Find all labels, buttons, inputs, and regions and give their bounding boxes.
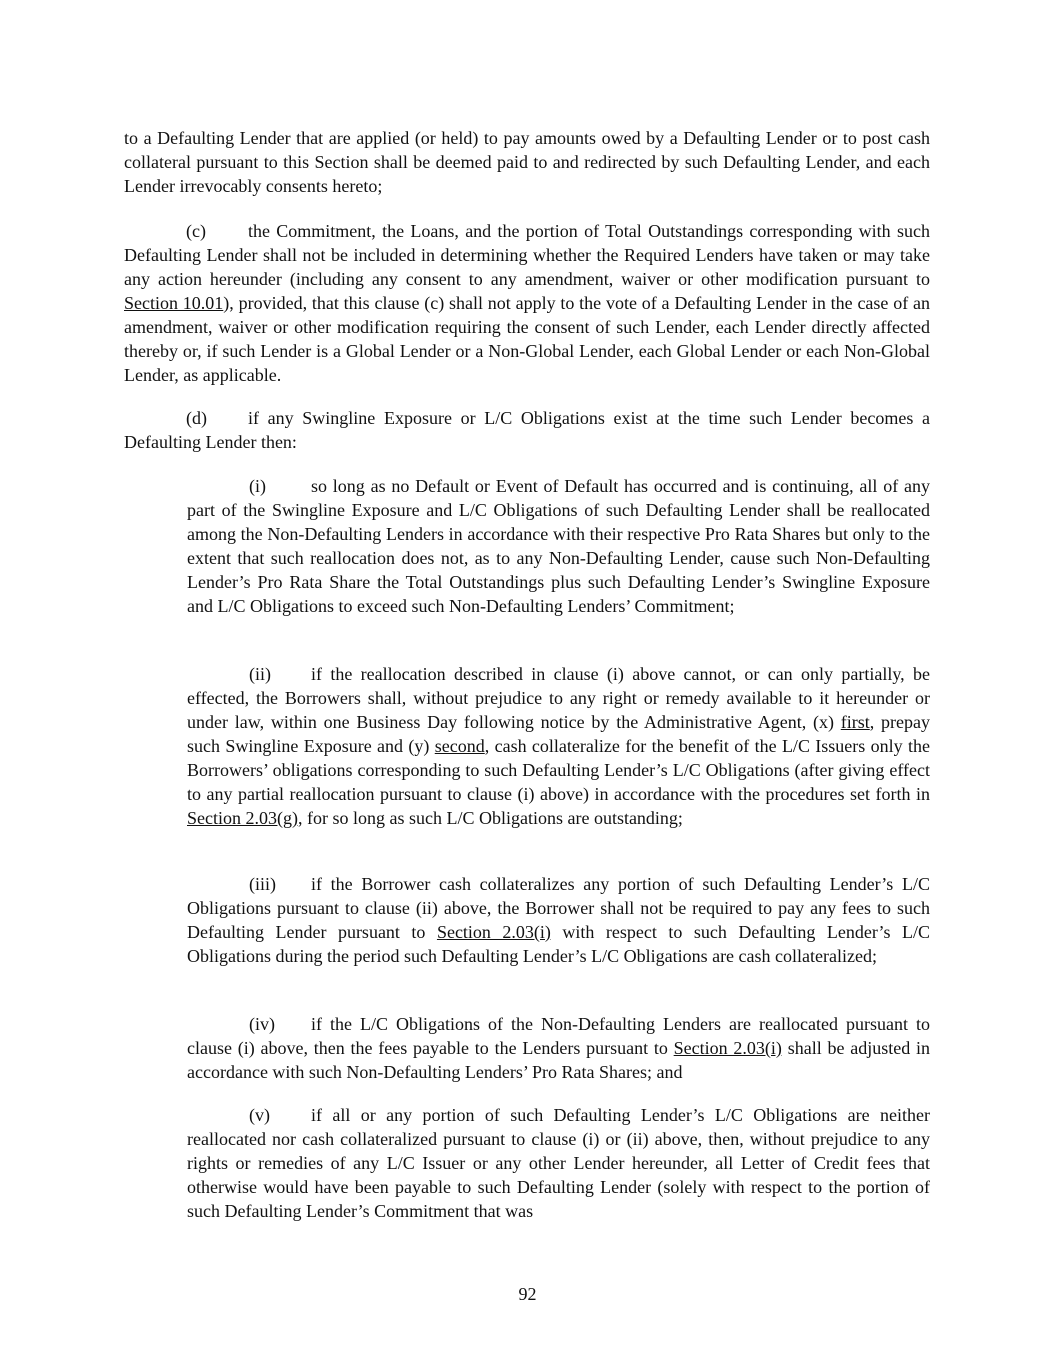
clause-c-paragraph (124, 219, 930, 387)
subclause-ii-text-2: , prepay such Swingline Exposure and (y) (187, 712, 930, 756)
subclause-iii-text-1: if the Borrower cash collateralizes any portion of such Defaulting Lender’s L/C Obligations pursuant to clause (ii) above, the Borrower shall not be required to pay any fees to such Defaulting Lender pursuant to (187, 874, 930, 942)
subclause-i-label: (i) (249, 476, 266, 496)
clause-d-text: if any Swingline Exposure or L/C Obligations exist at the time such Lender becomes a Defaulting Lender then: (124, 408, 930, 452)
clause-d-label: (d) (186, 408, 207, 428)
clause-c-text-2: ), provided, that this clause (c) shall not apply to the vote of a Defaulting Lender in the case of an amendment, waiver or other modification requiring the consent of such Lender, each Lender directly affected thereby or, if such Lender is a Global Lender or a Non-Global Lender, each Global Lender or each Non-Global Lender, as applicable. (124, 293, 930, 385)
subclause-i-paragraph (187, 474, 930, 618)
subclause-iv-text-2: shall be adjusted in accordance with such Non-Defaulting Lenders’ Pro Rata Shares; and (187, 1038, 931, 1082)
subclause-iv-text-1: if the L/C Obligations of the Non-Defaulting Lenders are reallocated pursuant to clause (i) above, then the fees payable to the Lenders pursuant to (187, 1014, 930, 1058)
subclause-ii-text-1: if the reallocation described in clause (i) above cannot, or can only partially, be effected, the Borrowers shall, without prejudice to any right or remedy available to it hereunder or under law, within one Business Day following notice by the Administrative Agent, (x) (187, 664, 930, 732)
continuation-paragraph (124, 126, 930, 198)
clause-d-paragraph (124, 406, 930, 454)
subclause-iii-label: (iii) (249, 874, 276, 894)
clause-c-label: (c) (186, 221, 206, 241)
second-term: second (434, 736, 485, 756)
clause-c-text-1: the Commitment, the Loans, and the portion of Total Outstandings corresponding with such Defaulting Lender shall not be included in determining whether the Required Lenders have taken or may take any action hereunder (including any consent to any amendment, waiver or other modification pursuant to (124, 221, 930, 289)
subclause-v-text: if all or any portion of such Defaulting Lender’s L/C Obligations are neither reallocated nor cash collateralized pursuant to clause (i) or (ii) above, then, without prejudice to any rights or remedies of any L/C Issuer or any other Lender hereunder, all Letter of Credit fees that otherwise would have been payable to such Defaulting Lender (solely with respect to the portion of such Defaulting Lender’s Commitment that was (187, 1105, 930, 1221)
first-term: first (840, 712, 870, 732)
page-number: 92 (518, 1284, 537, 1304)
section-2-03-g-link[interactable]: Section 2.03(g) (187, 808, 298, 828)
subclause-v-label: (v) (249, 1105, 270, 1125)
subclause-ii-label: (ii) (249, 664, 271, 684)
section-10-01-link[interactable]: Section 10.01 (124, 293, 224, 313)
subclause-ii-paragraph (187, 662, 930, 830)
subclause-ii-text-4: , for so long as such L/C Obligations are outstanding; (297, 808, 683, 828)
section-2-03-i-link[interactable]: Section 2.03(i) (436, 922, 551, 942)
section-2-03-i-link-2[interactable]: Section 2.03(i) (673, 1038, 782, 1058)
subclause-iii-paragraph (187, 872, 930, 968)
subclause-v-paragraph (187, 1103, 930, 1223)
subclause-i-text: so long as no Default or Event of Default has occurred and is continuing, all of any part of the Swingline Exposure and L/C Obligations of such Defaulting Lender shall be reallocated among the Non-Defaulting Lenders in accordance with their respective Pro Rata Shares but only to the extent that such reallocation does not, as to any Non-Defaulting Lender, cause such Non-Defaulting Lender’s Pro Rata Share the Total Outstandings plus such Defaulting Lender’s Swingline Exposure and L/C Obligations to exceed such Non-Defaulting Lenders’ Commitment; (187, 476, 930, 616)
subclause-ii-text-3: , cash collateralize for the benefit of the L/C Issuers only the Borrowers’ obligations corresponding to such Defaulting Lender’s L/C Obligations (after giving effect to any partial reallocation pursuant to clause (i) above) in accordance with the procedures set forth in (187, 736, 930, 804)
subclause-iv-paragraph (187, 1012, 930, 1084)
subclause-iv-label: (iv) (249, 1014, 275, 1034)
subclause-iii-text-2: with respect to such Defaulting Lender’s L/C Obligations during the period such Defaulting Lender’s L/C Obligations are cash collateralized; (187, 922, 930, 966)
continuation-text: to a Defaulting Lender that are applied (or held) to pay amounts owed by a Defaulting Lender or to post cash collateral pursuant to this Section shall be deemed paid to and redirected by such Defaulting Lender, and each Lender irrevocably consents hereto; (124, 128, 930, 196)
